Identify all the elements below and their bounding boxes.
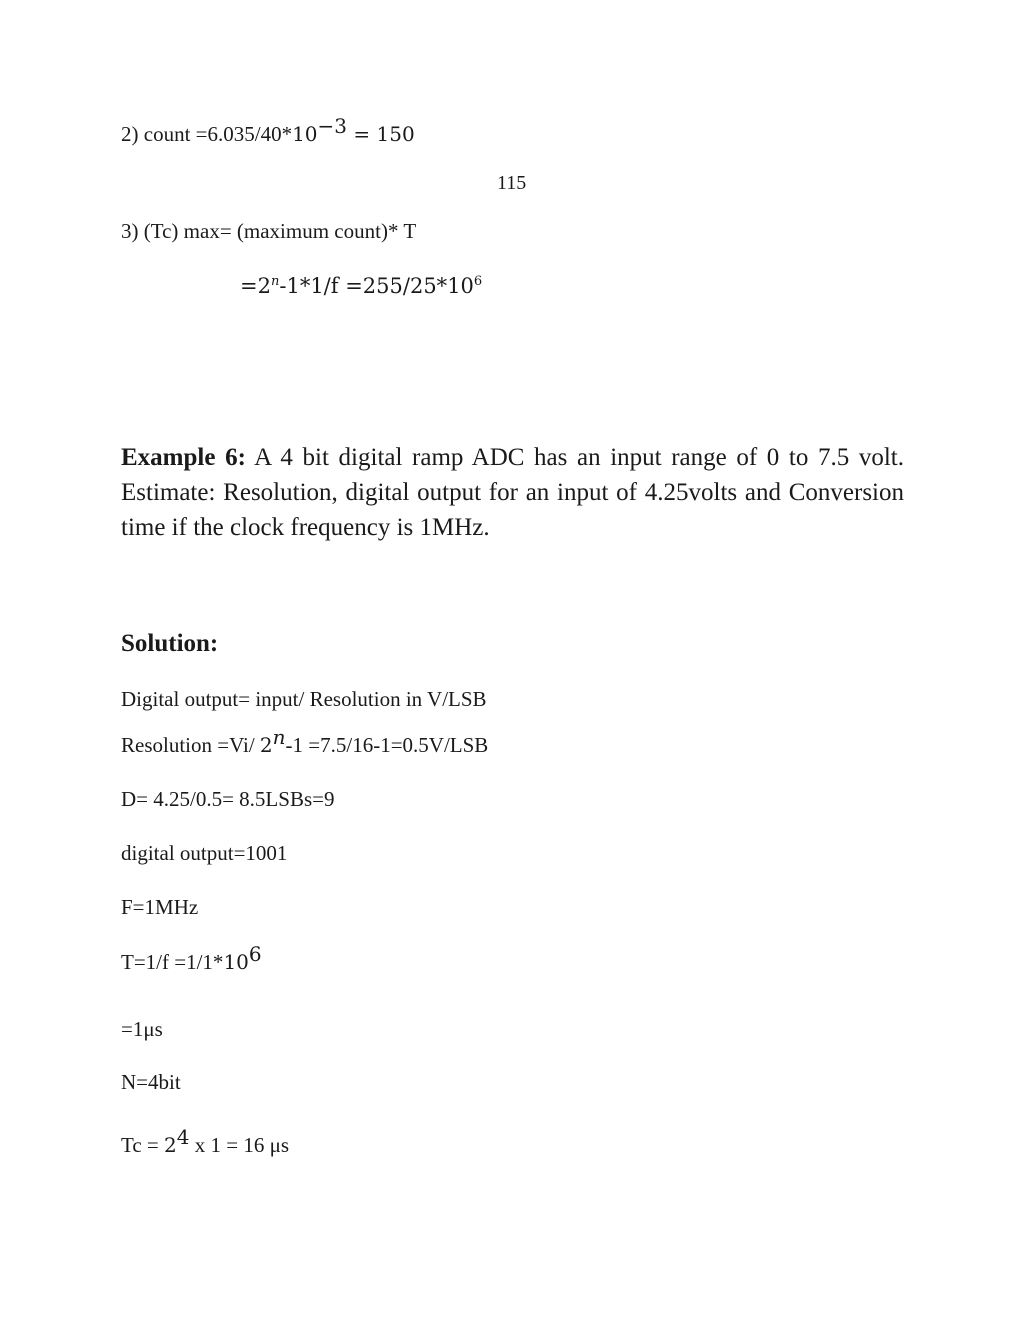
example-text: A 4 bit digital ramp ADC has an input range of 0 to 7.5 volt. Estimate: Resolution, digital output for an input of 4.25volts and Conversion time if the clock frequency is 1MHz. — [121, 444, 904, 541]
conversion-time-exponent: 4 — [176, 1125, 190, 1149]
count-line-exponent: −3 — [317, 114, 348, 138]
formula-exponent: n — [270, 274, 280, 289]
resolution-base: 2 — [259, 733, 273, 757]
bits-line: N=4bit — [121, 1070, 181, 1094]
frequency-line: F=1MHz — [121, 895, 199, 919]
period-exponent: 6 — [248, 942, 262, 966]
tc-max-line: 3) (Tc) max= (maximum count)* T — [121, 219, 417, 243]
resolution-suffix: -1 =7.5/16-1=0.5V/LSB — [285, 733, 489, 757]
conversion-time-prefix: Tc = — [121, 1133, 165, 1157]
resolution-prefix: Resolution =Vi/ — [121, 733, 260, 757]
conversion-time-line — [121, 1125, 290, 1157]
digital-output-definition: Digital output= input/ Resolution in V/LSB — [121, 687, 487, 711]
formula-base: 2 — [257, 274, 271, 298]
microsecond-line: =1μs — [121, 1017, 163, 1041]
count-line-prefix: 2) count =6.035/40* — [121, 122, 293, 146]
period-line — [121, 942, 262, 974]
resolution-exponent: n — [272, 725, 286, 749]
example-label: Example 6: — [121, 444, 246, 471]
count-line-base: 10 — [292, 122, 318, 146]
period-prefix: T=1/f =1/1* — [121, 950, 224, 974]
formula-base2: 10 — [447, 274, 474, 298]
formula-prefix: = — [240, 274, 258, 298]
solution-heading: Solution: — [121, 630, 219, 657]
count-line — [121, 114, 415, 146]
formula-exponent2: 6 — [473, 274, 483, 289]
example-paragraph — [121, 440, 904, 545]
digital-output-line: digital output=1001 — [121, 841, 288, 865]
count-line-suffix: = 150 — [347, 122, 415, 146]
d-line: D= 4.25/0.5= 8.5LSBs=9 — [121, 787, 335, 811]
tc-max-formula — [240, 276, 482, 297]
conversion-time-base: 2 — [164, 1133, 177, 1157]
conversion-time-suffix: x 1 = 16 μs — [189, 1133, 290, 1157]
formula-suffix: -1*1/f =255/25* — [279, 274, 448, 298]
period-base: 10 — [223, 950, 249, 974]
page-number: 115 — [497, 172, 527, 194]
resolution-line — [121, 725, 489, 757]
